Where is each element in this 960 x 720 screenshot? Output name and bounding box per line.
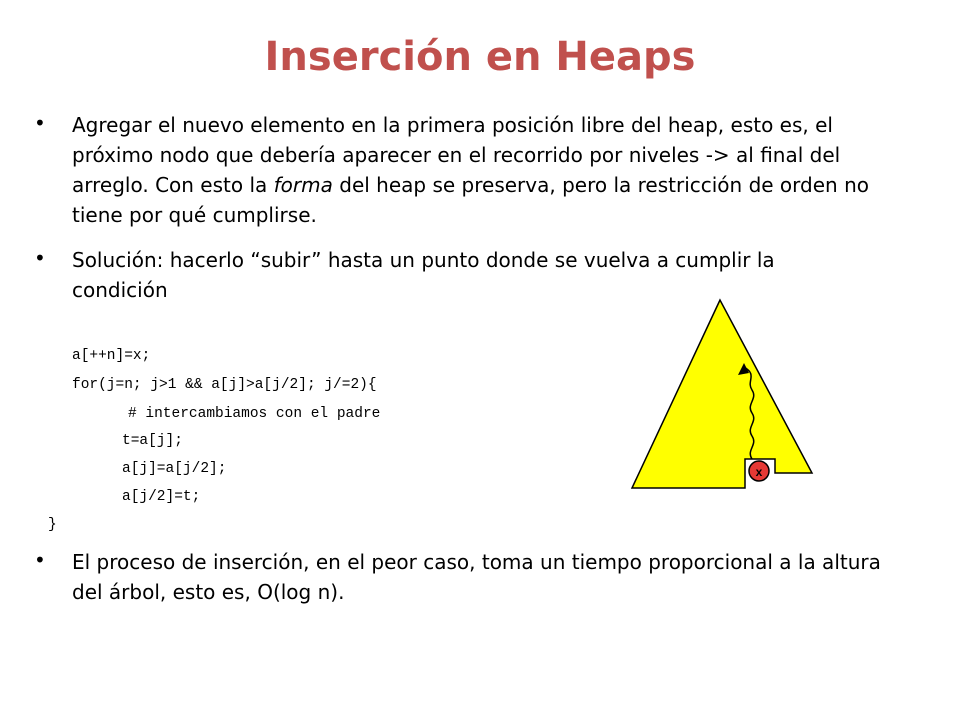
slide-title: Inserción en Heaps [264, 34, 696, 80]
bullet-marker-1: • [34, 111, 46, 135]
code-line-3: # intercambiamos con el padre [128, 406, 381, 422]
bullet-marker-2: • [34, 246, 46, 270]
code-line-6: a[j/2]=t; [122, 489, 201, 505]
bullet-marker-3: • [34, 548, 46, 572]
bullet-text-3: El proceso de inserción, en el peor caso, toma un tiempo proporcional a la altura del árbol, esto es, O(log n). [72, 550, 881, 604]
bullet-1-text-before: Agregar el nuevo elemento en la primera posición libre del heap, esto es, el próximo nodo que debería aparecer en el recorrido por niveles -> al final del arreglo. Con esto la [72, 113, 841, 197]
heap-tree-figure [620, 295, 840, 500]
bullet-text-1 [72, 110, 912, 230]
inserted-node-label: x [755, 465, 763, 479]
bullet-1-text-after: del heap se preserva, pero la restricción de orden no tiene por qué cumplirse. [72, 173, 869, 227]
heap-shape [632, 300, 812, 488]
heap-tree-svg [620, 295, 840, 500]
code-line-5: a[j]=a[j/2]; [122, 461, 227, 477]
code-line-4: t=a[j]; [122, 433, 183, 449]
bullet-1-emphasis: forma [273, 173, 333, 197]
code-line-2: for(j=n; j>1 && a[j]>a[j/2]; j/=2){ [72, 377, 377, 393]
code-line-1: a[++n]=x; [72, 348, 151, 364]
bullet-text-2: Solución: hacerlo “subir” hasta un punto donde se vuelva a cumplir la condición [72, 248, 775, 302]
code-line-7: } [48, 517, 57, 533]
